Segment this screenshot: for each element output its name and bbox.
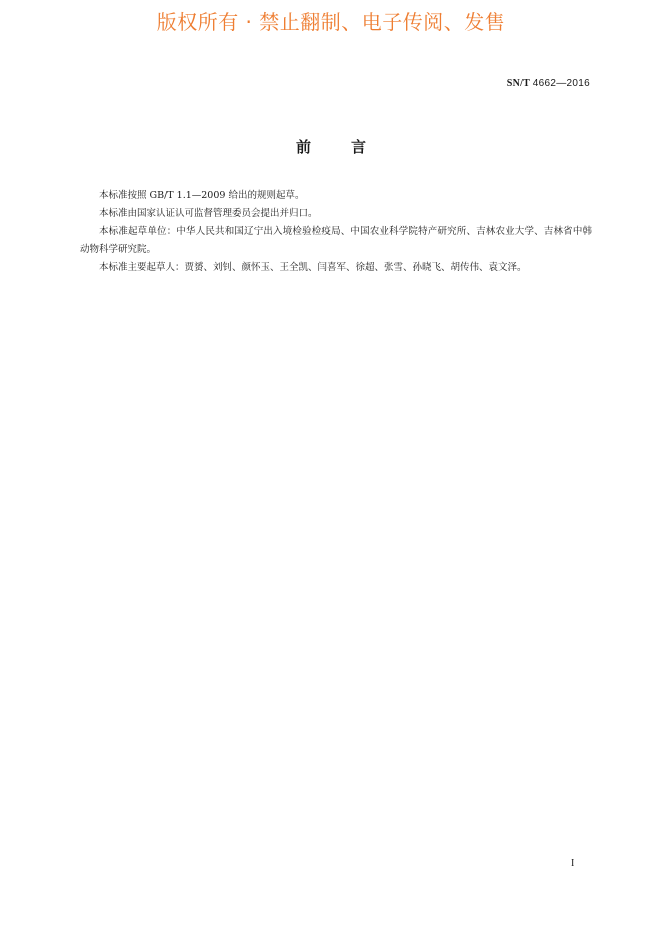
paragraph-proposer: 本标准由国家认证认可监督管理委员会提出并归口。 [99,208,318,219]
paragraph-drafting-rules: 本标准按照 GB/T 1.1—2009 给出的规则起草。 [99,190,305,201]
section-title: 前言 [295,138,406,156]
standard-code [507,78,590,89]
standard-prefix: SN/T [506,78,530,89]
page-number: I [571,858,575,869]
watermark-banner: 版权所有 · 禁止翻制、电子传阅、发售 [156,10,506,34]
paragraph-drafters: 本标准主要起草人：贾赟、刘钊、颜怀玉、王全凯、闫喜军、徐超、张雪、孙晓飞、胡传伟、袁文泽。 [99,262,527,273]
paragraph-drafting-units: 本标准起草单位：中华人民共和国辽宁出入境检验检疫局、中国农业科学院特产研究所、吉林农业大学、吉林省中韩动物科学研究院。 [80,226,592,255]
foreword-body [80,187,592,277]
standard-number: 4662—2016 [532,78,590,89]
